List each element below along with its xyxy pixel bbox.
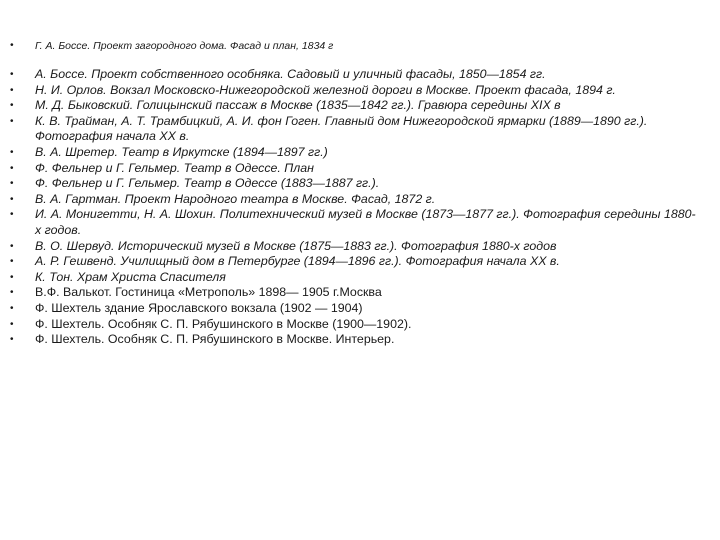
bullet: • xyxy=(10,69,14,80)
list-item-text: К. Тон. Храм Христа Спасителя xyxy=(35,269,226,284)
bullet: • xyxy=(10,240,14,252)
bullet: • xyxy=(10,178,14,190)
bullet: • xyxy=(10,115,14,127)
list-item-text: В.Ф. Валькот. Гостиница «Метрополь» 1898— 1905 г.Москва xyxy=(35,285,382,300)
list-item xyxy=(10,83,700,99)
list-item-text: А. Боссе. Проект собственного особняка. Садовый и уличный фасады, 1850—1854 гг. xyxy=(35,67,546,81)
list-item-text: В. А. Шретер. Театр в Иркутске (1894—1897 гг.) xyxy=(35,144,328,159)
list-item-text: Ф. Шехтель здание Ярославского вокзала (1902 — 1904) xyxy=(35,300,363,315)
bullet: • xyxy=(10,318,14,330)
list-item-text: Ф. Фельнер и Г. Гельмер. Театр в Одессе (1883—1887 гг.). xyxy=(35,176,380,191)
bullet-list xyxy=(10,67,700,348)
list-item xyxy=(10,270,700,286)
list-item-first xyxy=(10,38,700,54)
list-item xyxy=(10,114,700,145)
list-item-text: В. А. Гартман. Проект Народного театра в Москве. Фасад, 1872 г. xyxy=(35,191,436,206)
list-item-text: А. Р. Гешвенд. Училищный дом в Петербурге (1894—1896 гг.). Фотография начала XX в. xyxy=(35,254,560,269)
list-item xyxy=(10,332,700,348)
list-item xyxy=(10,317,700,333)
bullet: • xyxy=(10,302,14,314)
bullet: • xyxy=(10,256,14,268)
list-item-text: Г. А. Боссе. Проект загородного дома. Фасад и план, 1834 г xyxy=(35,40,334,52)
list-item xyxy=(10,207,700,238)
list-item xyxy=(10,98,700,114)
list-item xyxy=(10,301,700,317)
list-item xyxy=(10,145,700,161)
bullet: • xyxy=(10,162,14,174)
bullet: • xyxy=(10,334,14,346)
list-item xyxy=(10,161,700,177)
bullet: • xyxy=(10,84,14,96)
bullet: • xyxy=(10,193,14,205)
list-item-text: Ф. Фельнер и Г. Гельмер. Театр в Одессе. План xyxy=(35,160,314,175)
list-item-text: Ф. Шехтель. Особняк С. П. Рябушинского в Москве. Интерьер. xyxy=(35,332,395,347)
list-item-text: И. А. Монигетти, Н. А. Шохин. Политехнический музей в Москве (1873—1877 гг.). Фотография середины 1880-х годов. xyxy=(35,207,696,237)
list-item-text: Н. И. Орлов. Вокзал Московско-Нижегородской железной дороги в Москве. Проект фасада, 1894 г. xyxy=(35,82,616,97)
list-item xyxy=(10,254,700,270)
list-item-text: К. В. Трайман, А. Т. Трамбицкий, А. И. фон Гоген. Главный дом Нижегородской ярмарки (1889—1890 гг.). Фотография начала XX в. xyxy=(35,113,648,144)
list-item xyxy=(10,67,700,83)
bullet: • xyxy=(10,40,14,51)
list-item xyxy=(10,285,700,301)
bullet: • xyxy=(10,271,14,283)
bullet: • xyxy=(10,287,14,299)
list-item xyxy=(10,239,700,255)
bullet: • xyxy=(10,146,14,158)
bullet: • xyxy=(10,100,14,112)
list-item xyxy=(10,176,700,192)
list-item-text: В. О. Шервуд. Исторический музей в Москве (1875—1883 гг.). Фотография 1880-х годов xyxy=(35,238,557,253)
list-item-text: Ф. Шехтель. Особняк С. П. Рябушинского в Москве (1900—1902). xyxy=(35,316,412,331)
bullet: • xyxy=(10,209,14,221)
list-item-text: М. Д. Быковский. Голицынский пассаж в Москве (1835—1842 гг.). Гравюра середины XIX в xyxy=(35,98,561,113)
list-item xyxy=(10,192,700,208)
